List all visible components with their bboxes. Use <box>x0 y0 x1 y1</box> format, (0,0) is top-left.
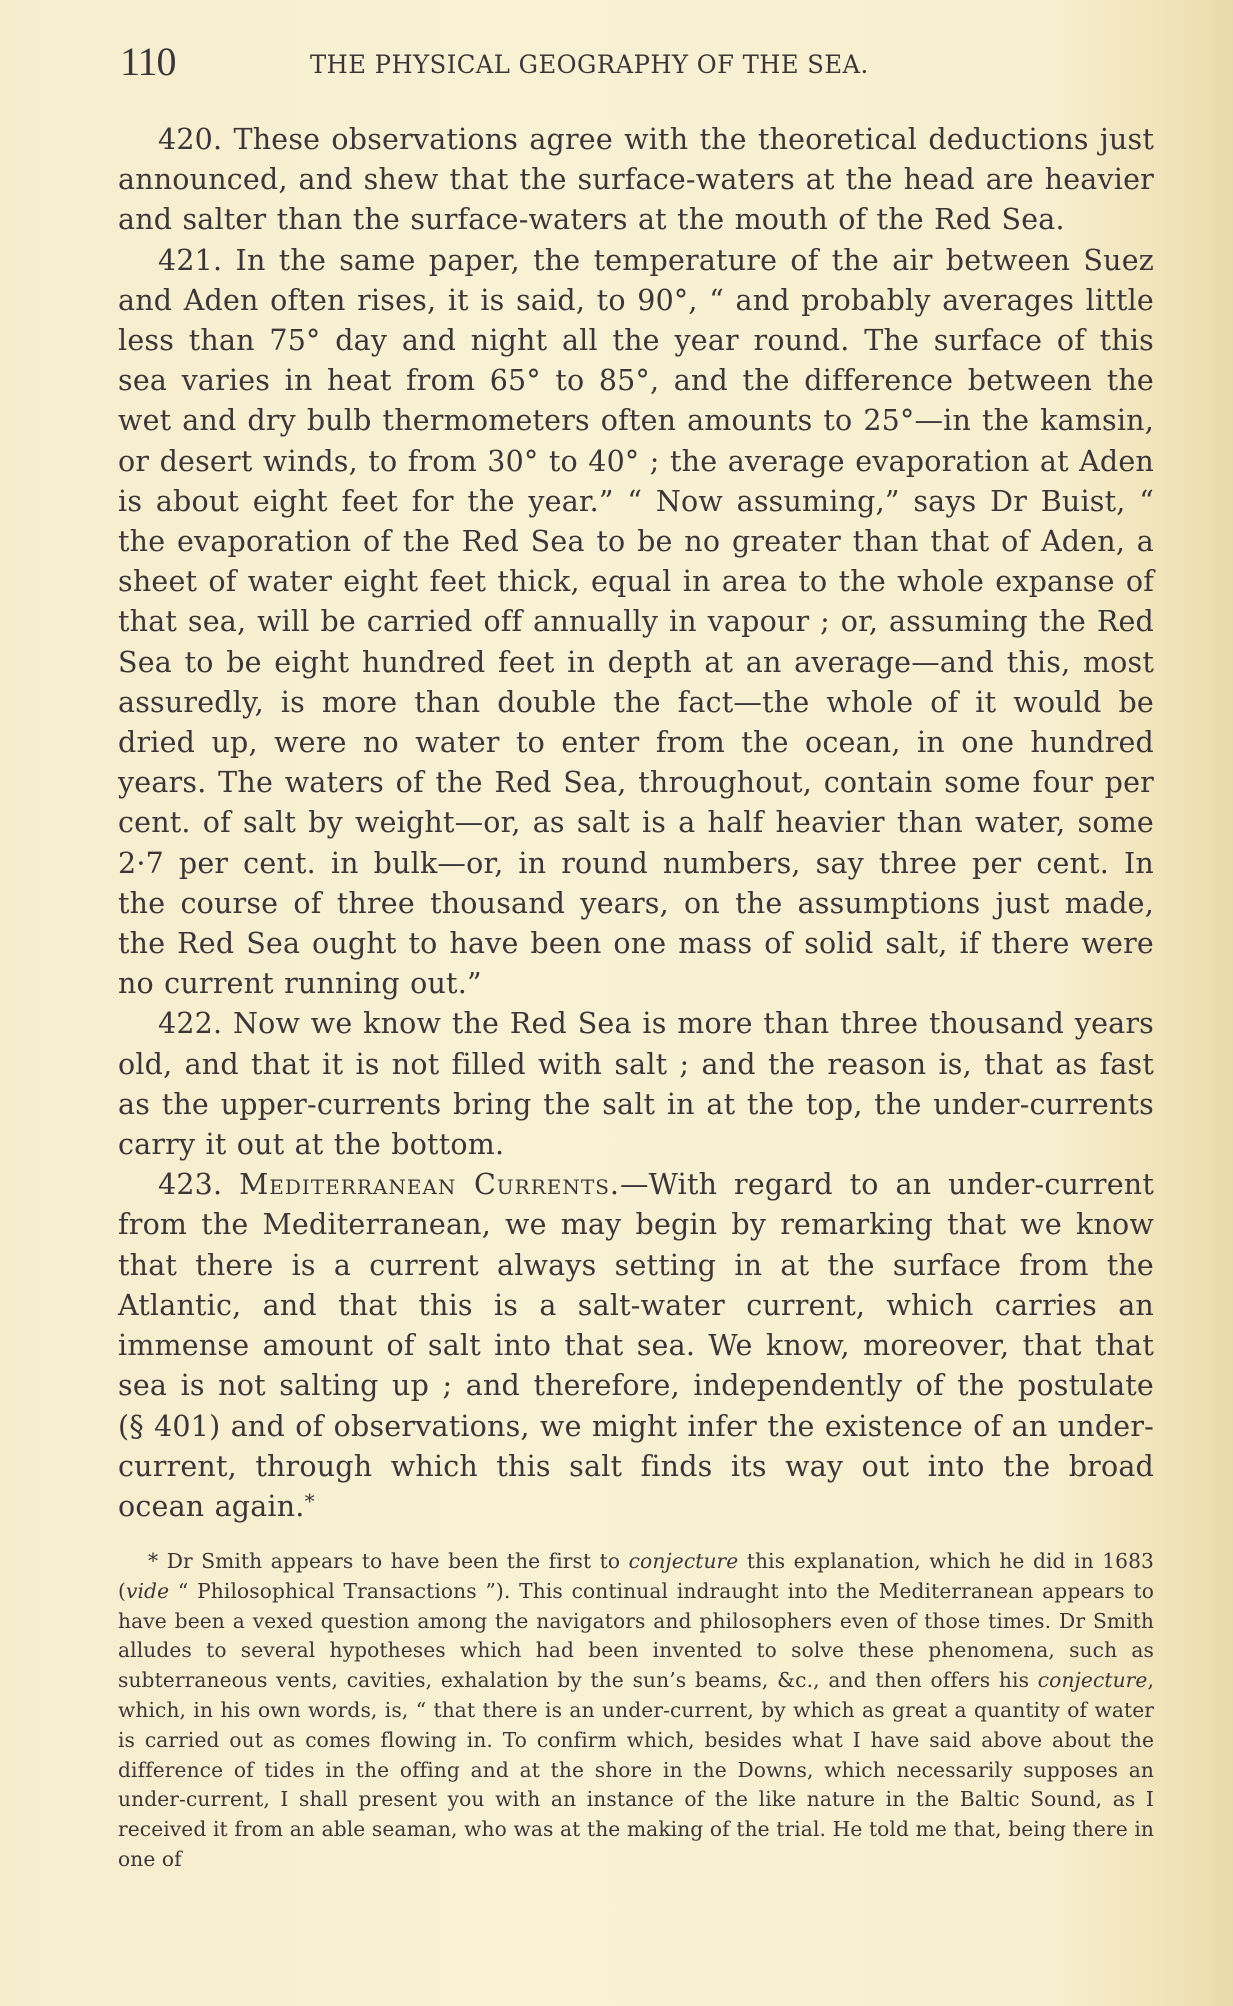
paragraph-number: 422. <box>158 1007 223 1041</box>
paragraph-text: These observations agree with the theoretical deductions just announced, and shew that the surface-waters at the head are heavier and salter than the surface-waters at the mouth of the Red Sea. <box>118 123 1154 237</box>
footnote-segment: , which, in his own words, is, “ that there is an under-current, by which as great a quantity of water is carried out as comes flowing in. To confirm which, besides what I have said above about the difference of tides in the offing and at the shore in the Downs, which necessarily supposes an under-current, I shall present you with an instance of the like nature in the Baltic Sound, as I received it from an able seaman, who was at the making of the trial. He told me that, being there in one of <box>118 1668 1154 1871</box>
footnote-marker: * <box>148 1549 159 1573</box>
footnote-italic: conjecture <box>628 1549 739 1573</box>
running-title: THE PHYSICAL GEOGRAPHY OF THE SEA. <box>310 50 869 79</box>
footnote-text <box>118 1547 1154 1875</box>
footnote-segment: Dr Smith appears to have been the first to <box>166 1549 629 1573</box>
paragraph-422 <box>118 1004 1154 1165</box>
paragraph-420 <box>118 120 1154 241</box>
section-heading: Mediterranean Currents. <box>239 1168 620 1202</box>
paragraph-421 <box>118 241 1154 1005</box>
page-number: 110 <box>120 39 176 84</box>
footnote-segment: “ Philosophical Transactions ”). This continual indraught into the Mediterranean appears to have been a vexed question among the navigators and philosophers even of those times. Dr Smith alludes to several hypotheses which had been invented to solve these phenomena, such as subterraneous vents, cavities, exhalation by the sun’s beams, &c., and then offers his <box>118 1578 1154 1693</box>
paragraph-number: 421. <box>158 243 223 277</box>
paragraph-number: 423. <box>158 1168 223 1202</box>
footnote-italic: vide <box>125 1578 170 1603</box>
paragraph-text: —With regard to an under-current from the Mediterranean, we may begin by remarking that we know that there is a current always setting in at the surface from the Atlantic, and that this is a salt-water current, which carries an immense amount of salt into that sea. We know, moreover, that that sea is not salting up ; and therefore, independently of the postulate (§ 401) and of observations, we might infer the existence of an under-current, through which this salt finds its way out into the broad ocean again. <box>118 1168 1154 1523</box>
footnote-segment: this explanation, which he did in 1683 ( <box>118 1549 1154 1603</box>
running-head <box>120 40 1155 84</box>
paragraph-text: Now we know the Red Sea is more than three thousand years old, and that it is not filled with salt ; and the reason is, that as fast as the upper-currents bring the salt in at the top, the under-currents carry it out at the bottom. <box>118 1007 1154 1162</box>
footnote-reference[interactable]: * <box>304 1488 315 1513</box>
body-text <box>118 120 1154 1527</box>
paragraph-423 <box>118 1165 1154 1527</box>
footnote-italic: conjecture <box>1037 1668 1148 1693</box>
footnote <box>118 1547 1154 1875</box>
paragraph-text: In the same paper, the temperature of the air between Suez and Aden often rises, it is said, to 90°, “ and probably averages little less than 75° day and night all the year round. The surface of this sea varies in heat from 65° to 85°, and the difference between the wet and dry bulb thermometers often amounts to 25°—in the kamsin, or desert winds, to from 30° to 40° ; the average evaporation at Aden is about eight feet for the year.” “ Now assuming,” says Dr Buist, “ the evaporation of the Red Sea to be no greater than that of Aden, a sheet of water eight feet thick, equal in area to the whole expanse of that sea, will be carried off annually in vapour ; or, assuming the Red Sea to be eight hundred feet in depth at an average—and this, most assuredly, is more than double the fact—the whole of it would be dried up, were no water to enter from the ocean, in one hundred years. The waters of the Red Sea, throughout, contain some four per cent. of salt by weight—or, as salt is a half heavier than water, some 2·7 per cent. in bulk—or, in round numbers, say three per cent. In the course of three thousand years, on the assumptions just made, the Red Sea ought to have been one mass of solid salt, if there were no current running out.” <box>118 243 1154 1001</box>
paragraph-number: 420. <box>158 123 223 156</box>
